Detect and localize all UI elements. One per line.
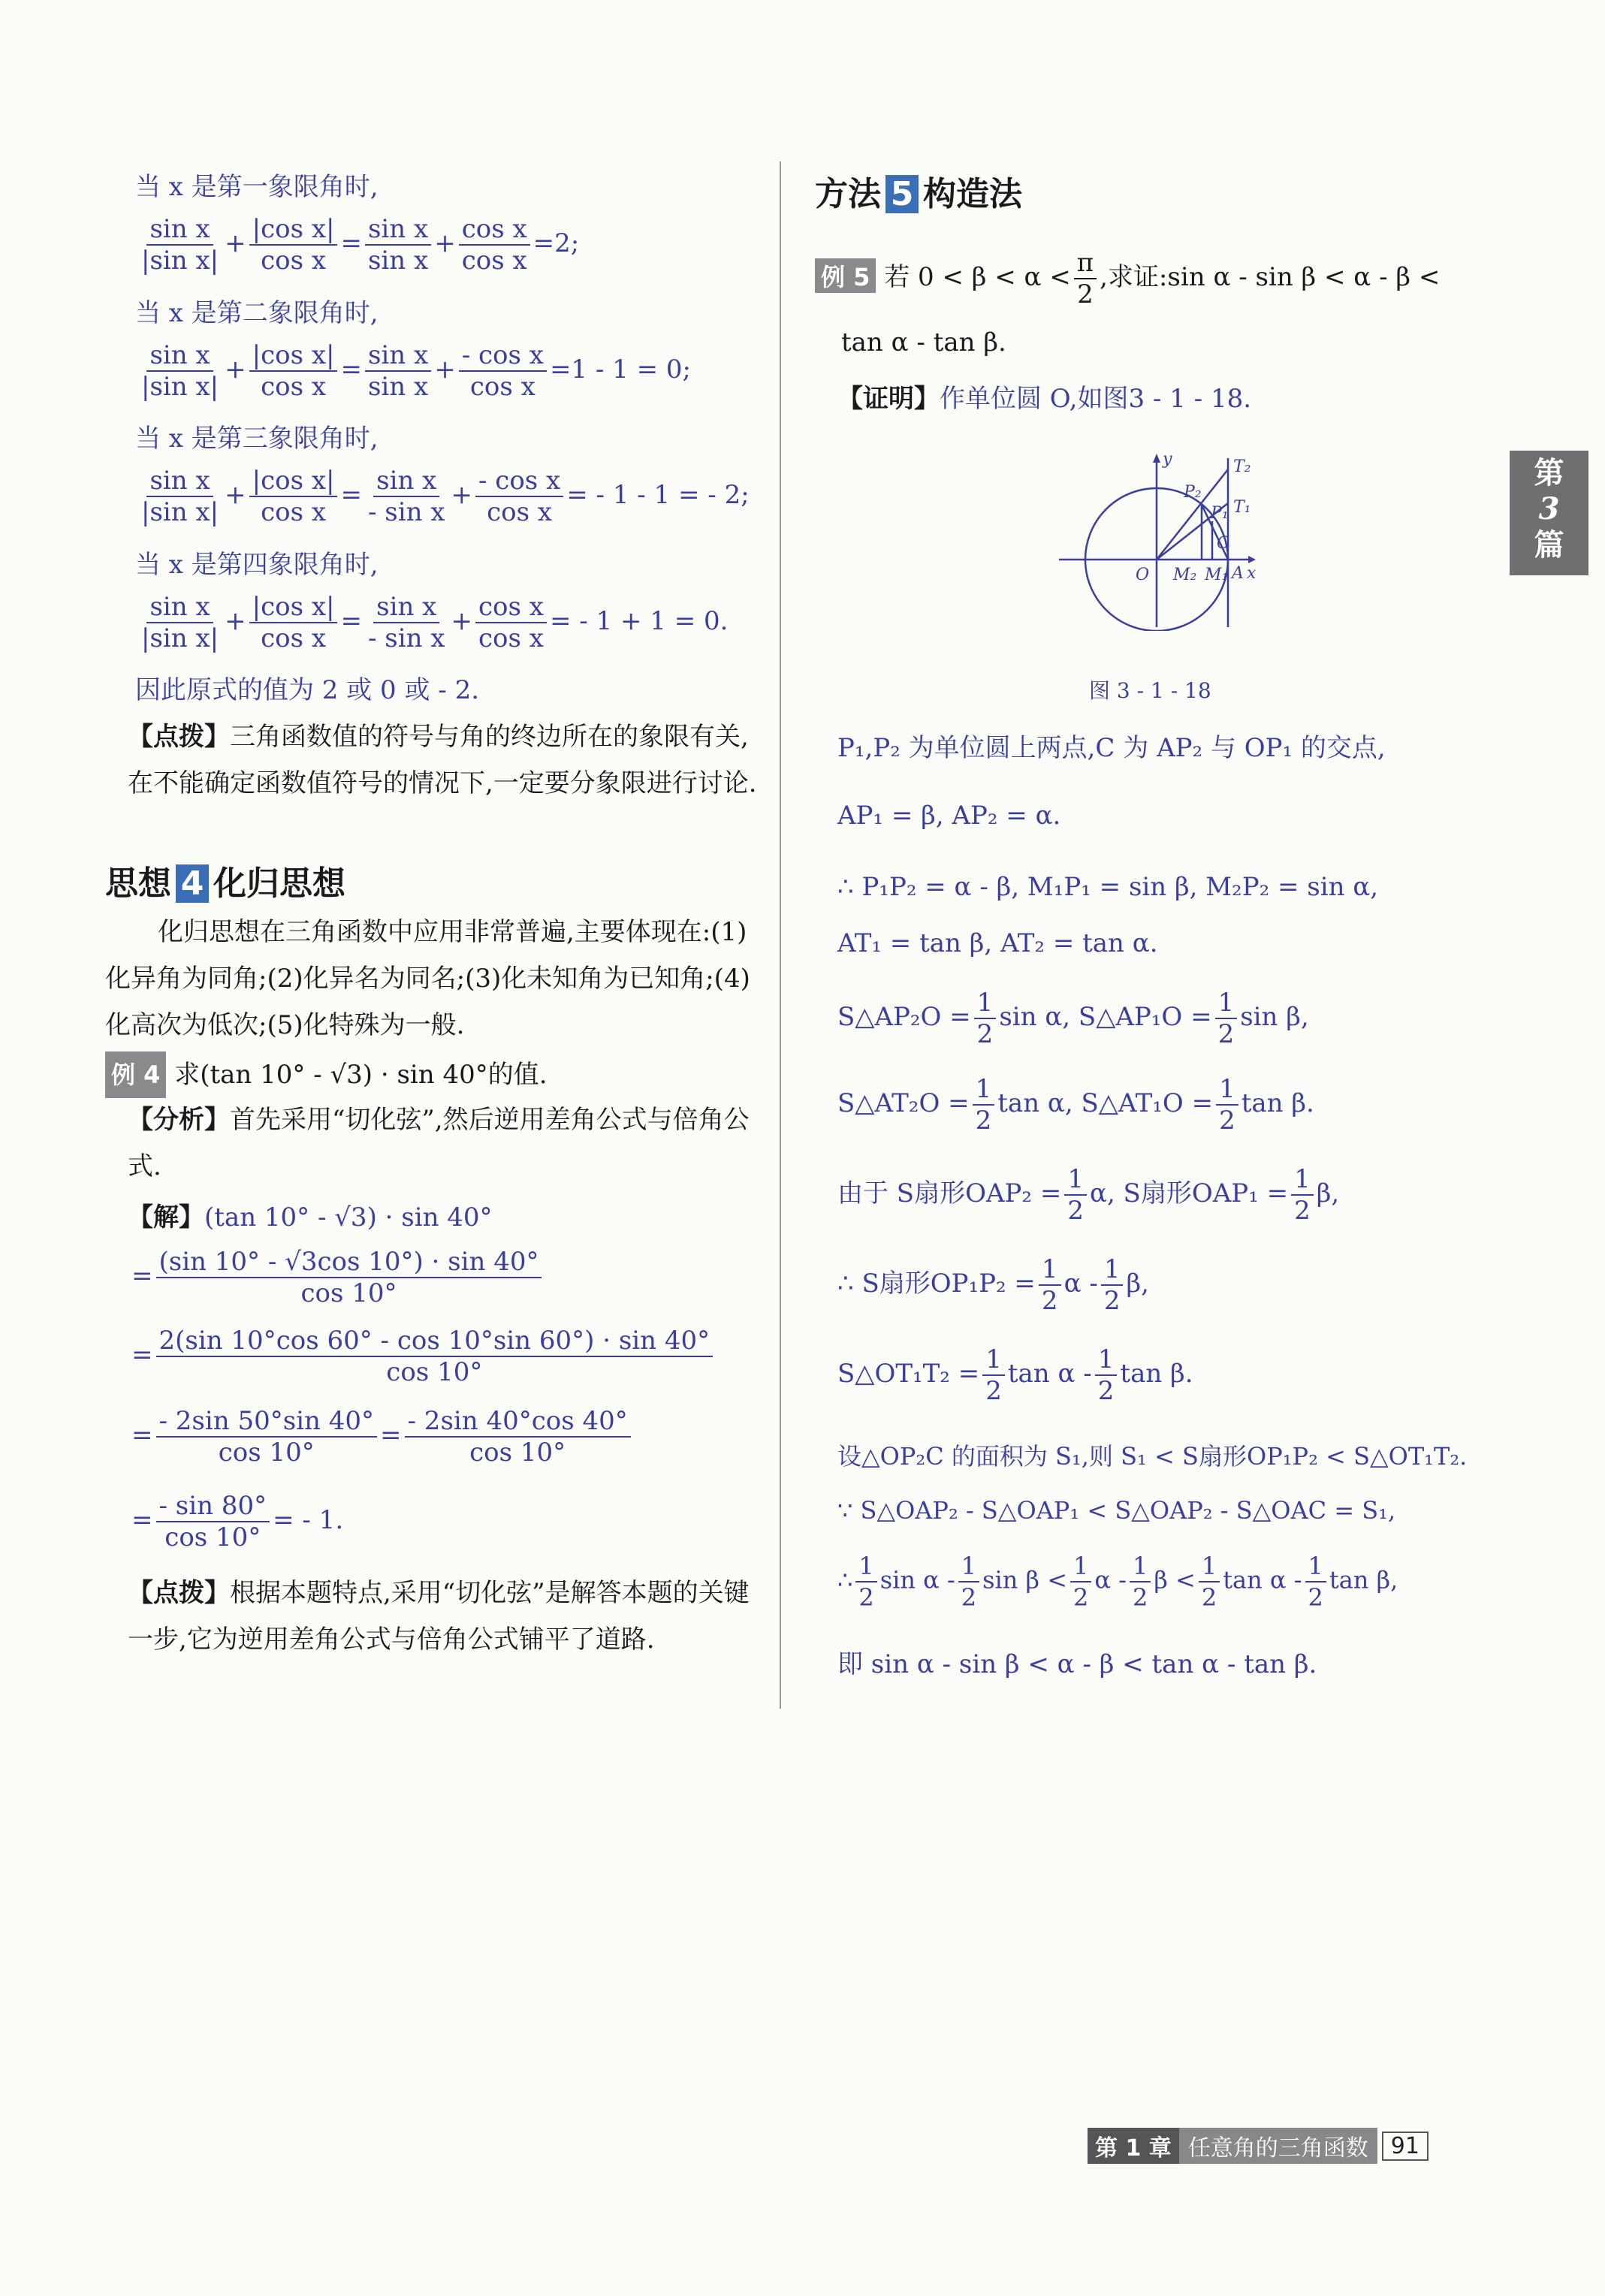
frac-den: 2: [1201, 1583, 1217, 1612]
expr-text: S△AP₂O =: [837, 1002, 971, 1032]
frac-num: - 2sin 40°cos 40°: [405, 1406, 631, 1438]
eq-result: = - 1 + 1 = 0.: [549, 606, 729, 636]
page-footer: [1088, 2129, 1429, 2162]
frac-den: 2: [1294, 1196, 1311, 1226]
frac-den: 2: [1103, 1286, 1121, 1316]
frac-den: cos x: [261, 246, 327, 276]
frac-num: |cos x|: [249, 214, 338, 246]
proof-line-3: ∴ P₁P₂ = α - β, M₁P₁ = sin β, M₂P₂ = sin α,: [837, 872, 1379, 902]
expr-text: β,: [1126, 1269, 1149, 1299]
eq-result: = - 1 - 1 = - 2;: [566, 480, 750, 510]
expr-text: tan β,: [1329, 1565, 1398, 1595]
proof-line-12: [837, 1551, 1398, 1613]
expr-text: sin α -: [879, 1565, 955, 1595]
section-number: 4: [176, 864, 209, 903]
frac-num: 1: [1039, 1254, 1061, 1286]
fig-label-m2: M₂: [1173, 566, 1197, 584]
tip-label: 【点拨】: [128, 1578, 230, 1608]
example-text: ,求证:sin α - sin β < α - β <: [1100, 262, 1441, 292]
tip-label: 【点拨】: [128, 722, 230, 752]
solution-line0: (tan 10° - √3) · sin 40°: [204, 1202, 493, 1232]
frac-num: cos x: [475, 592, 547, 623]
frac-num: 1: [974, 988, 997, 1019]
q2-intro: 当 x 是第二象限角时,: [135, 298, 379, 328]
frac-den: 2: [1073, 1583, 1089, 1612]
q4-intro: 当 x 是第四象限角时,: [135, 550, 379, 580]
expr-text: S△AT₂O =: [837, 1088, 970, 1118]
column-divider: [780, 161, 781, 1709]
frac-den: cos x: [461, 246, 527, 276]
frac-num: sin x: [146, 340, 213, 372]
frac-num: 1: [1199, 1551, 1220, 1582]
tab-char: 3: [1538, 491, 1560, 526]
frac-num: sin x: [146, 592, 213, 623]
frac-den: |sin x|: [141, 497, 219, 527]
proof-line-10: 设△OP₂C 的面积为 S₁,则 S₁ < S扇形OP₁P₂ < S△OT₁T₂.: [837, 1442, 1468, 1471]
q3-intro: 当 x 是第三象限角时,: [135, 424, 379, 454]
proof-line-1: P₁,P₂ 为单位圆上两点,C 为 AP₂ 与 OP₁ 的交点,: [837, 733, 1386, 763]
frac-den: |sin x|: [141, 372, 219, 402]
frac-den: cos x: [478, 623, 544, 653]
expr-text: 由于 S扇形OAP₂ =: [837, 1178, 1062, 1208]
proof-line-4: AT₁ = tan β, AT₂ = tan α.: [837, 928, 1158, 958]
expr-text: tan α -: [1007, 1359, 1092, 1389]
example-label: 例 4: [105, 1051, 166, 1098]
frac-num: (sin 10° - √3cos 10°) · sin 40°: [156, 1247, 542, 1278]
tip-2: [128, 1570, 759, 1663]
x-arrow: [1248, 556, 1256, 563]
frac-num: 1: [982, 1344, 1005, 1376]
expr-text: tan β.: [1120, 1359, 1193, 1389]
frac-den: - sin x: [367, 497, 445, 527]
frac-den: 2: [1219, 1106, 1235, 1136]
frac-den: - sin x: [367, 623, 445, 653]
frac-num: 2(sin 10°cos 60° - cos 10°sin 60°) · sin 40°: [156, 1326, 714, 1357]
y-arrow: [1153, 454, 1160, 463]
example-4: [105, 1051, 548, 1098]
frac-den: 2: [985, 1376, 1002, 1406]
fig-label-o: O: [1136, 566, 1150, 584]
frac-den: 2: [961, 1583, 977, 1612]
frac-den: 2: [858, 1583, 874, 1612]
section-title-b: 化归思想: [213, 864, 345, 903]
frac-num: |cos x|: [249, 340, 338, 372]
frac-den: 2: [1132, 1583, 1148, 1612]
expr-text: ∴ S扇形OP₁P₂ =: [837, 1269, 1036, 1299]
example-label: 例 5: [815, 258, 876, 293]
q1-intro: 当 x 是第一象限角时,: [135, 172, 379, 202]
expr-text: α -: [1094, 1565, 1127, 1595]
proof-line-7: [837, 1164, 1339, 1226]
frac-num: - sin 80°: [156, 1491, 270, 1522]
tip-1: [128, 714, 759, 807]
proof-head: [837, 376, 1251, 422]
frac-num: |cos x|: [249, 466, 338, 497]
tip-text: 根据本题特点,采用“切化弦”是解答本题的关键一步,它为逆用差角公式与倍角公式铺平了道路.: [128, 1578, 750, 1655]
tab-char: 第: [1534, 455, 1564, 490]
frac-den: cos x: [261, 372, 327, 402]
frac-den: 2: [1077, 279, 1094, 309]
expr-text: α -: [1063, 1269, 1098, 1299]
frac-num: 1: [1305, 1551, 1326, 1582]
frac-num: 1: [1215, 988, 1238, 1019]
frac-den: 2: [975, 1106, 992, 1136]
frac-num: cos x: [459, 214, 530, 246]
proof-text: 作单位圆 O,如图3 - 1 - 18.: [940, 384, 1252, 414]
tab-char: 篇: [1534, 527, 1564, 563]
expr-text: sin β,: [1240, 1002, 1309, 1032]
proof-line-6: [837, 1074, 1314, 1136]
frac-num: 1: [1216, 1074, 1238, 1106]
solution-step-1: = $\frac{(\sin 10^\circ - √3\cos 10^\circ) \cdot \sin 40^\circ}{\cos 10^\circ}$: [131, 1247, 545, 1308]
frac-den: cos 10°: [218, 1438, 315, 1468]
conclusion: 因此原式的值为 2 或 0 或 - 2.: [135, 675, 480, 705]
expr-text: β <: [1154, 1565, 1196, 1595]
frac-num: sin x: [373, 592, 439, 623]
frac-den: |sin x|: [141, 246, 219, 276]
q3-equation: $\frac{\text{sin x}}{\text{|sin x|}}$ + $\frac{\text{|cos x|}}{\text{cos x}}$ = $\frac{\text{sin x}}{\text{- sin x}}$ + $\frac{\text{- cos x}}{\text{cos x}}$ = - 1 - 1 = - 2;: [135, 466, 750, 527]
section-title-a: 方法: [815, 175, 881, 213]
frac-den: |sin x|: [141, 623, 219, 653]
frac-num: 1: [958, 1551, 979, 1582]
q1-equation: $\frac{\text{sin x}}{\text{|sin x|}}$ + $\frac{\text{|cos x|}}{\text{cos x}}$ = $\frac{\text{sin x}}{\text{sin x}}$ + $\frac{\text{cos x}}{\text{cos x}}$ =2;: [135, 214, 579, 276]
fig-label-t1: T₁: [1233, 498, 1251, 517]
frac-num: sin x: [146, 466, 213, 497]
solution-step-4: = $\frac{- \sin 80^\circ}{\cos 10^\circ}$ = - 1.: [131, 1491, 344, 1552]
frac-den: cos x: [469, 372, 536, 402]
frac-den: 2: [1308, 1583, 1323, 1612]
expr-text: S△OT₁T₂ =: [837, 1359, 980, 1389]
expr-text: sin α, S△AP₁O =: [999, 1002, 1212, 1032]
frac-num: 1: [1070, 1551, 1091, 1582]
frac-num: - cos x: [475, 466, 563, 497]
proof-line-9: [837, 1344, 1193, 1406]
eq-result: = - 1.: [273, 1505, 344, 1535]
frac-num: 1: [1064, 1164, 1087, 1196]
frac-den: sin x: [367, 372, 429, 402]
frac-num: 1: [1101, 1254, 1124, 1286]
frac-den: 2: [1067, 1196, 1084, 1226]
section-4-heading: [105, 856, 345, 904]
footer-title: 任意角的三角函数: [1179, 2128, 1377, 2164]
expr-text: tan β.: [1241, 1088, 1314, 1118]
frac-num: sin x: [365, 214, 431, 246]
frac-den: 2: [1217, 1019, 1235, 1049]
expr-text: ∴: [837, 1565, 853, 1595]
frac-num: - cos x: [459, 340, 547, 372]
figure-caption: 图 3 - 1 - 18: [1089, 678, 1211, 703]
section-title-a: 思想: [105, 864, 171, 903]
footer-chapter: 第 1 章: [1088, 2128, 1179, 2164]
example-5-cont: tan α - tan β.: [841, 327, 1006, 358]
frac-num: sin x: [146, 214, 213, 246]
frac-den: cos 10°: [300, 1278, 397, 1308]
eq-result: =1 - 1 = 0;: [549, 355, 691, 385]
example-text: 求(tan 10° - √3) · sin 40°的值.: [174, 1060, 548, 1090]
analysis: [128, 1097, 759, 1190]
expr-text: sin β <: [982, 1565, 1068, 1595]
fig-label-p1: P₁: [1211, 504, 1229, 523]
proof-line-5: [837, 988, 1309, 1049]
frac-den: 2: [1041, 1286, 1058, 1316]
expr-text: β,: [1316, 1178, 1340, 1208]
frac-den: cos 10°: [164, 1522, 261, 1552]
solution-head: [128, 1194, 493, 1241]
example-text: 若 0 < β < α <: [884, 262, 1071, 292]
proof-line-13: 即 sin α - sin β < α - β < tan α - tan β.: [837, 1649, 1317, 1679]
frac-den: cos 10°: [386, 1357, 483, 1387]
proof-label: 【证明】: [837, 384, 940, 414]
q2-equation: $\frac{\text{sin x}}{\text{|sin x|}}$ + $\frac{\text{|cos x|}}{\text{cos x}}$ = $\frac{\text{sin x}}{\text{sin x}}$ + $\frac{\text{- cos x}}{\text{cos x}}$ =1 - 1 = 0;: [135, 340, 691, 402]
expr-text: tan α -: [1223, 1565, 1302, 1595]
section-title-b: 构造法: [923, 175, 1022, 213]
page-number: 91: [1382, 2132, 1429, 2161]
frac-num: - 2sin 50°sin 40°: [156, 1406, 378, 1438]
frac-den: cos x: [487, 497, 553, 527]
solution-step-2: = $\frac{2(\sin 10^\circ\cos 60^\circ - \cos 10^\circ\sin 60^\circ) \cdot \sin 40^\circ}{\cos 10^\circ}$: [131, 1326, 716, 1387]
solution-step-3: = $\frac{- 2\sin 50^\circ\sin 40^\circ}{\cos 10^\circ}$ = $\frac{- 2\sin 40^\circ\cos 40^\circ}{\cos 10^\circ}$: [131, 1406, 634, 1468]
analysis-text: 首先采用“切化弦”,然后逆用差角公式与倍角公式.: [128, 1105, 750, 1181]
fig-label-x: x: [1247, 564, 1257, 583]
fig-label-a: A: [1232, 564, 1244, 583]
solution-label: 【解】: [128, 1202, 204, 1232]
analysis-label: 【分析】: [128, 1105, 230, 1135]
tip-text: 三角函数值的符号与角的终边所在的象限有关,在不能确定函数值符号的情况下,一定要分象限进行讨论.: [128, 722, 757, 798]
frac-num: sin x: [365, 340, 431, 372]
expr-text: α, S扇形OAP₁ =: [1089, 1178, 1289, 1208]
frac-den: cos x: [261, 497, 327, 527]
proof-line-8: [837, 1254, 1149, 1316]
frac-num: 1: [973, 1074, 995, 1106]
frac-den: cos x: [261, 623, 327, 653]
fig-label-p2: P₂: [1184, 483, 1202, 502]
expr-text: tan α, S△AT₁O =: [997, 1088, 1214, 1118]
fig-label-t2: T₂: [1233, 457, 1251, 476]
fig-label-y: y: [1163, 450, 1172, 469]
frac-num: 1: [1291, 1164, 1314, 1196]
part-side-tab: [1510, 451, 1588, 575]
proof-line-2: AP₁ = β, AP₂ = α.: [837, 801, 1061, 831]
frac-num: 1: [1130, 1551, 1151, 1582]
fig-label-c: C: [1217, 534, 1229, 553]
frac-num: 1: [1095, 1344, 1118, 1376]
frac-num: sin x: [373, 466, 439, 497]
frac-den: 2: [976, 1019, 994, 1049]
frac-num: π: [1074, 248, 1097, 279]
q4-equation: $\frac{\text{sin x}}{\text{|sin x|}}$ + $\frac{\text{|cos x|}}{\text{cos x}}$ = $\frac{\text{sin x}}{\text{- sin x}}$ + $\frac{\text{cos x}}{\text{cos x}}$ = - 1 + 1 = 0.: [135, 592, 728, 653]
frac-num: |cos x|: [249, 592, 338, 623]
section-4-body: 化归思想在三角函数中应用非常普遍,主要体现在:(1)化异角为同角;(2)化异名为同名;(3)化未知角为已知角;(4)化高次为低次;(5)化特殊为一般.: [105, 917, 750, 1040]
frac-den: cos 10°: [469, 1438, 566, 1468]
eq-result: =2;: [532, 228, 580, 258]
proof-line-11: ∵ S△OAP₂ - S△OAP₁ < S△OAP₂ - S△OAC = S₁,: [837, 1496, 1396, 1525]
frac-den: 2: [1097, 1376, 1115, 1406]
unit-circle-figure: [1051, 443, 1277, 631]
example-5: [815, 248, 1440, 309]
section-number: 5: [885, 175, 919, 213]
frac-num: 1: [855, 1551, 876, 1582]
frac-den: sin x: [367, 246, 429, 276]
section-5-heading: [815, 167, 1022, 215]
fig-label-m1: M₁: [1205, 566, 1229, 584]
